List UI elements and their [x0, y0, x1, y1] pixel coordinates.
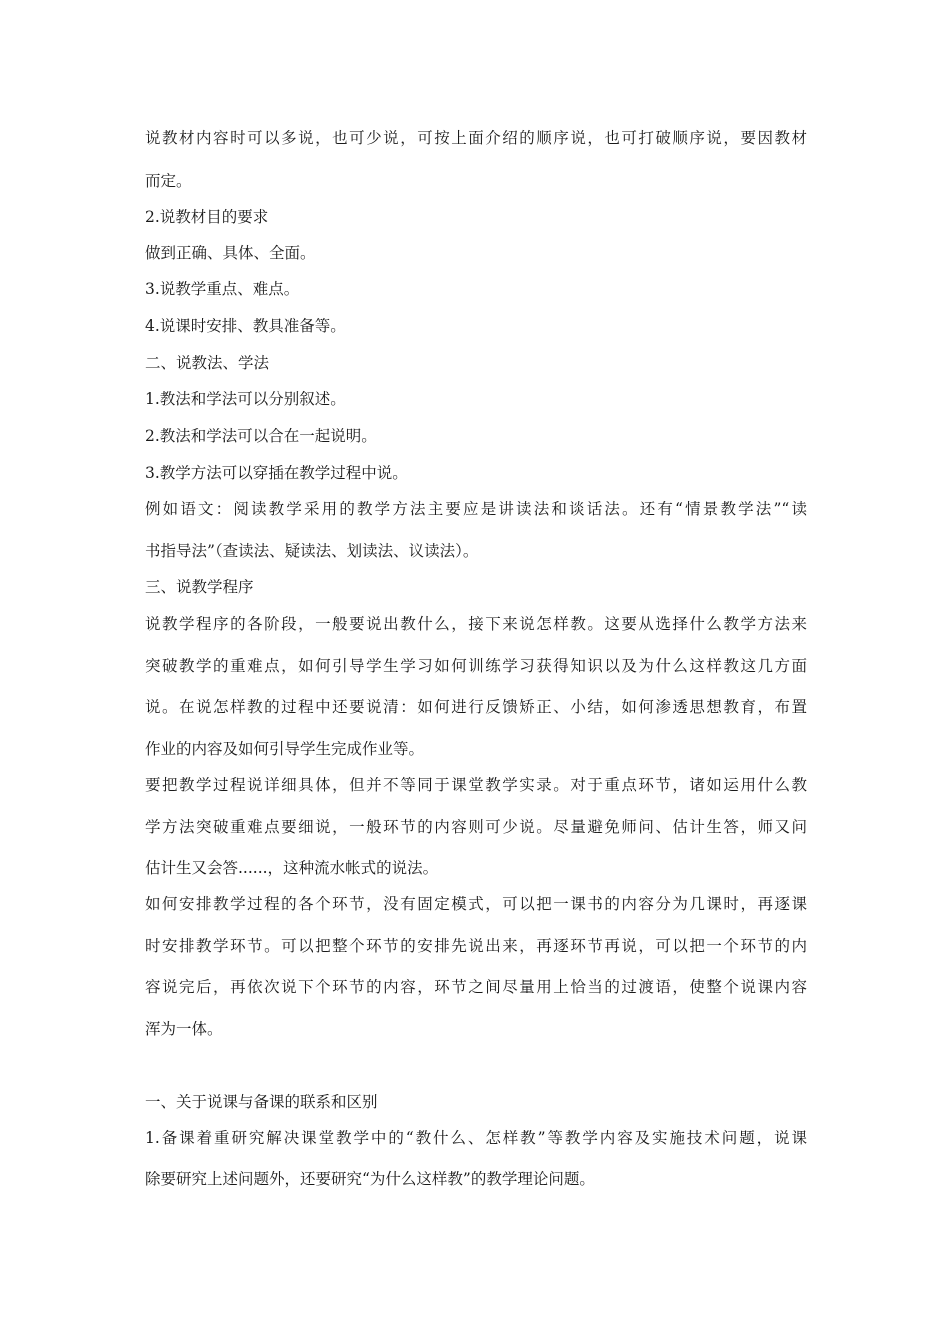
paragraph-line: 作业的内容及如何引导学生完成作业等。: [145, 740, 425, 758]
paragraph-line: 书指导法”（查读法、疑读法、划读法、议读法）。: [145, 542, 479, 560]
paragraph-line: 容说完后，再依次说下个环节的内容，环节之间尽量用上恰当的过渡语，使整个说课内容: [145, 978, 807, 996]
section-heading: 一、关于说课与备课的联系和区别: [145, 1093, 378, 1111]
list-item: 2.教法和学法可以合在一起说明。: [145, 427, 377, 445]
paragraph-line: 时安排教学环节。可以把整个环节的安排先说出来，再逐环节再说，可以把一个环节的内: [145, 937, 807, 955]
list-item: 1.教法和学法可以分别叙述。: [145, 390, 346, 408]
paragraph-line: 例如语文：阅读教学采用的教学方法主要应是讲读法和谈话法。还有“情景教学法”“读: [145, 500, 807, 518]
paragraph-line: 说。在说怎样教的过程中还要说清：如何进行反馈矫正、小结，如何渗透思想教育，布置: [145, 698, 807, 716]
list-item: 3.教学方法可以穿插在教学过程中说。: [145, 464, 408, 482]
paragraph-line: 说教材内容时可以多说，也可少说，可按上面介绍的顺序说，也可打破顺序说，要因教材: [145, 129, 807, 147]
paragraph-line: 做到正确、具体、全面。: [145, 244, 316, 262]
paragraph-line: 要把教学过程说详细具体，但并不等同于课堂教学实录。对于重点环节，诸如运用什么教: [145, 776, 807, 794]
section-heading: 3.说教学重点、难点。: [145, 280, 300, 298]
paragraph-line: 而定。: [145, 172, 192, 190]
paragraph-line: 如何安排教学过程的各个环节，没有固定模式，可以把一课书的内容分为几课时，再逐课: [145, 895, 807, 913]
paragraph-line: 浑为一体。: [145, 1020, 223, 1038]
paragraph-line: 估计生又会答......，这种流水帐式的说法。: [145, 859, 439, 877]
section-heading: 4.说课时安排、教具准备等。: [145, 317, 346, 335]
paragraph-line: 1.备课着重研究解决课堂教学中的“教什么、怎样教”等教学内容及实施技术问题，说课: [145, 1129, 807, 1147]
paragraph-line: 突破教学的重难点，如何引导学生学习如何训练学习获得知识以及为什么这样教这几方面: [145, 657, 807, 675]
paragraph-line: 说教学程序的各阶段，一般要说出教什么，接下来说怎样教。这要从选择什么教学方法来: [145, 615, 807, 633]
paragraph-line: 学方法突破重难点要细说，一般环节的内容则可少说。尽量避免师问、估计生答，师又问: [145, 818, 807, 836]
section-heading: 二、说教法、学法: [145, 354, 270, 372]
section-heading: 三、说教学程序: [145, 578, 254, 596]
section-heading: 2.说教材目的要求: [145, 208, 269, 226]
paragraph-line: 除要研究上述问题外，还要研究“为什么这样教”的教学理论问题。: [145, 1170, 595, 1188]
